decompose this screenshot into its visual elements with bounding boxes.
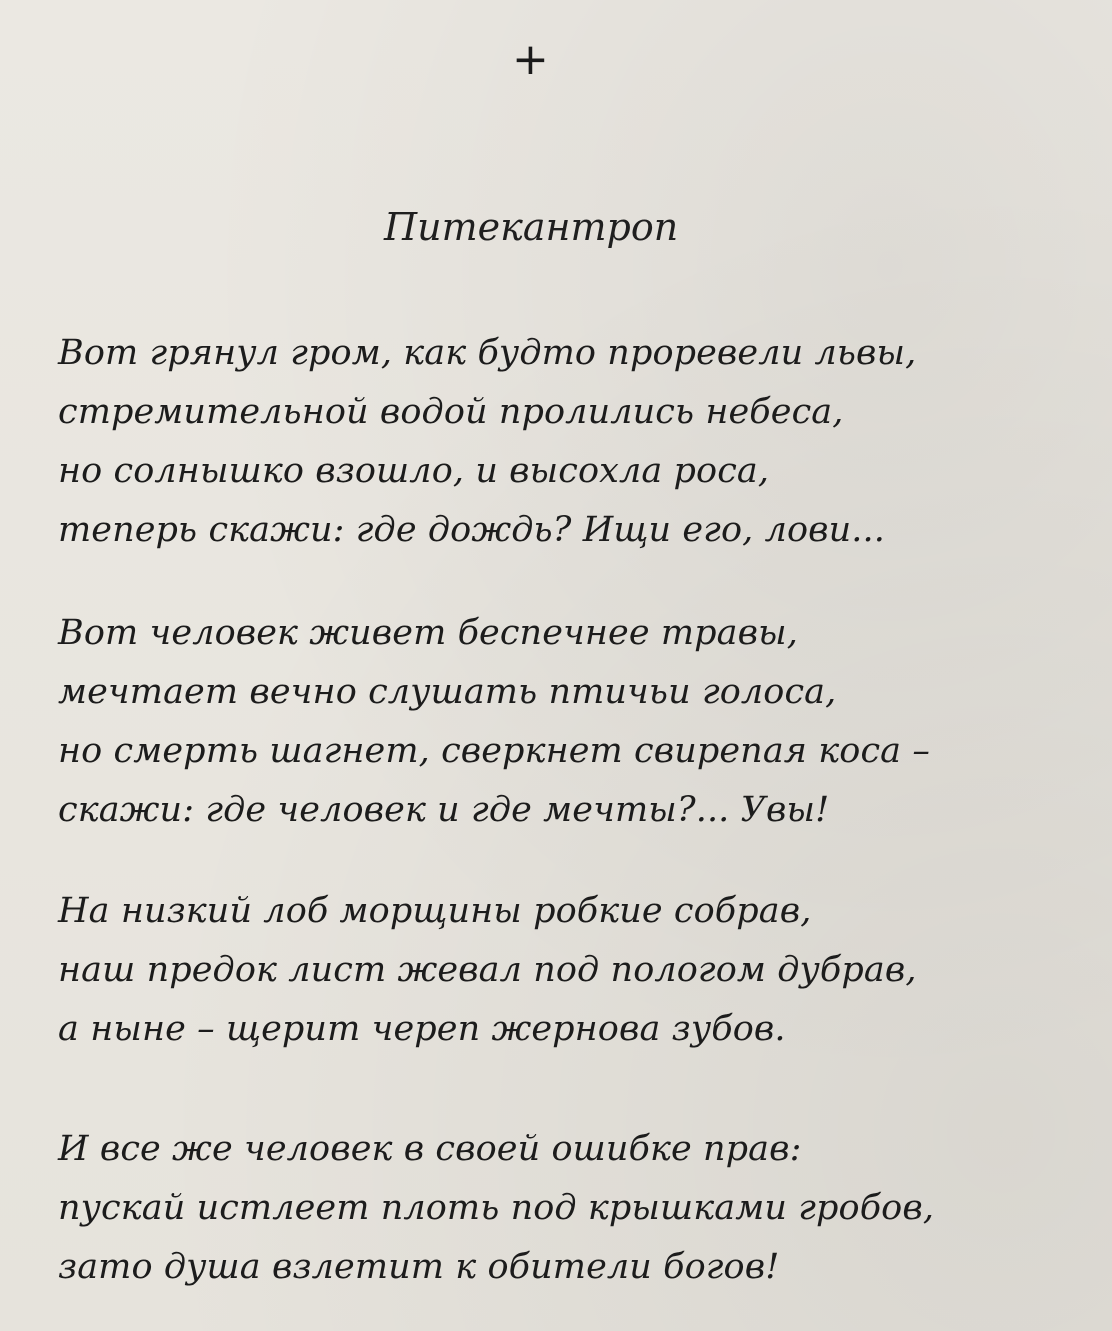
poem-title: Питекантроп — [384, 205, 679, 249]
poem-line: но смерть шагнет, сверкнет свирепая коса – — [58, 731, 930, 771]
section-marker: + — [512, 34, 549, 85]
poem-line: но солнышко взошло, и высохла роса, — [58, 451, 770, 491]
stanza-2 — [58, 604, 1098, 840]
poem-line: теперь скажи: где дождь? Ищи его, лови... — [58, 510, 885, 550]
poem-line: На низкий лоб морщины робкие собрав, — [58, 891, 812, 931]
stanza-4 — [58, 1120, 1098, 1297]
poem-line: стремительной водой пролились небеса, — [58, 392, 844, 432]
poem-line: а ныне – щерит череп жернова зубов. — [58, 1009, 786, 1049]
poem-line: зато душа взлетит к обители богов! — [58, 1247, 780, 1287]
poem-line: Вот человек живет беспечнее травы, — [58, 613, 798, 653]
poem-line: скажи: где человек и где мечты?... Увы! — [58, 790, 830, 830]
stanza-3 — [58, 882, 1098, 1059]
poem-line: наш предок лист жевал под пологом дубрав, — [58, 950, 917, 990]
poem-line: пускай истлеет плоть под крышками гробов, — [58, 1188, 935, 1228]
poem-line: И все же человек в своей ошибке прав: — [58, 1129, 802, 1169]
poem-line: мечтает вечно слушать птичьи голоса, — [58, 672, 837, 712]
stanza-1 — [58, 324, 1098, 560]
poem-line: Вот грянул гром, как будто проревели львы, — [58, 333, 917, 373]
